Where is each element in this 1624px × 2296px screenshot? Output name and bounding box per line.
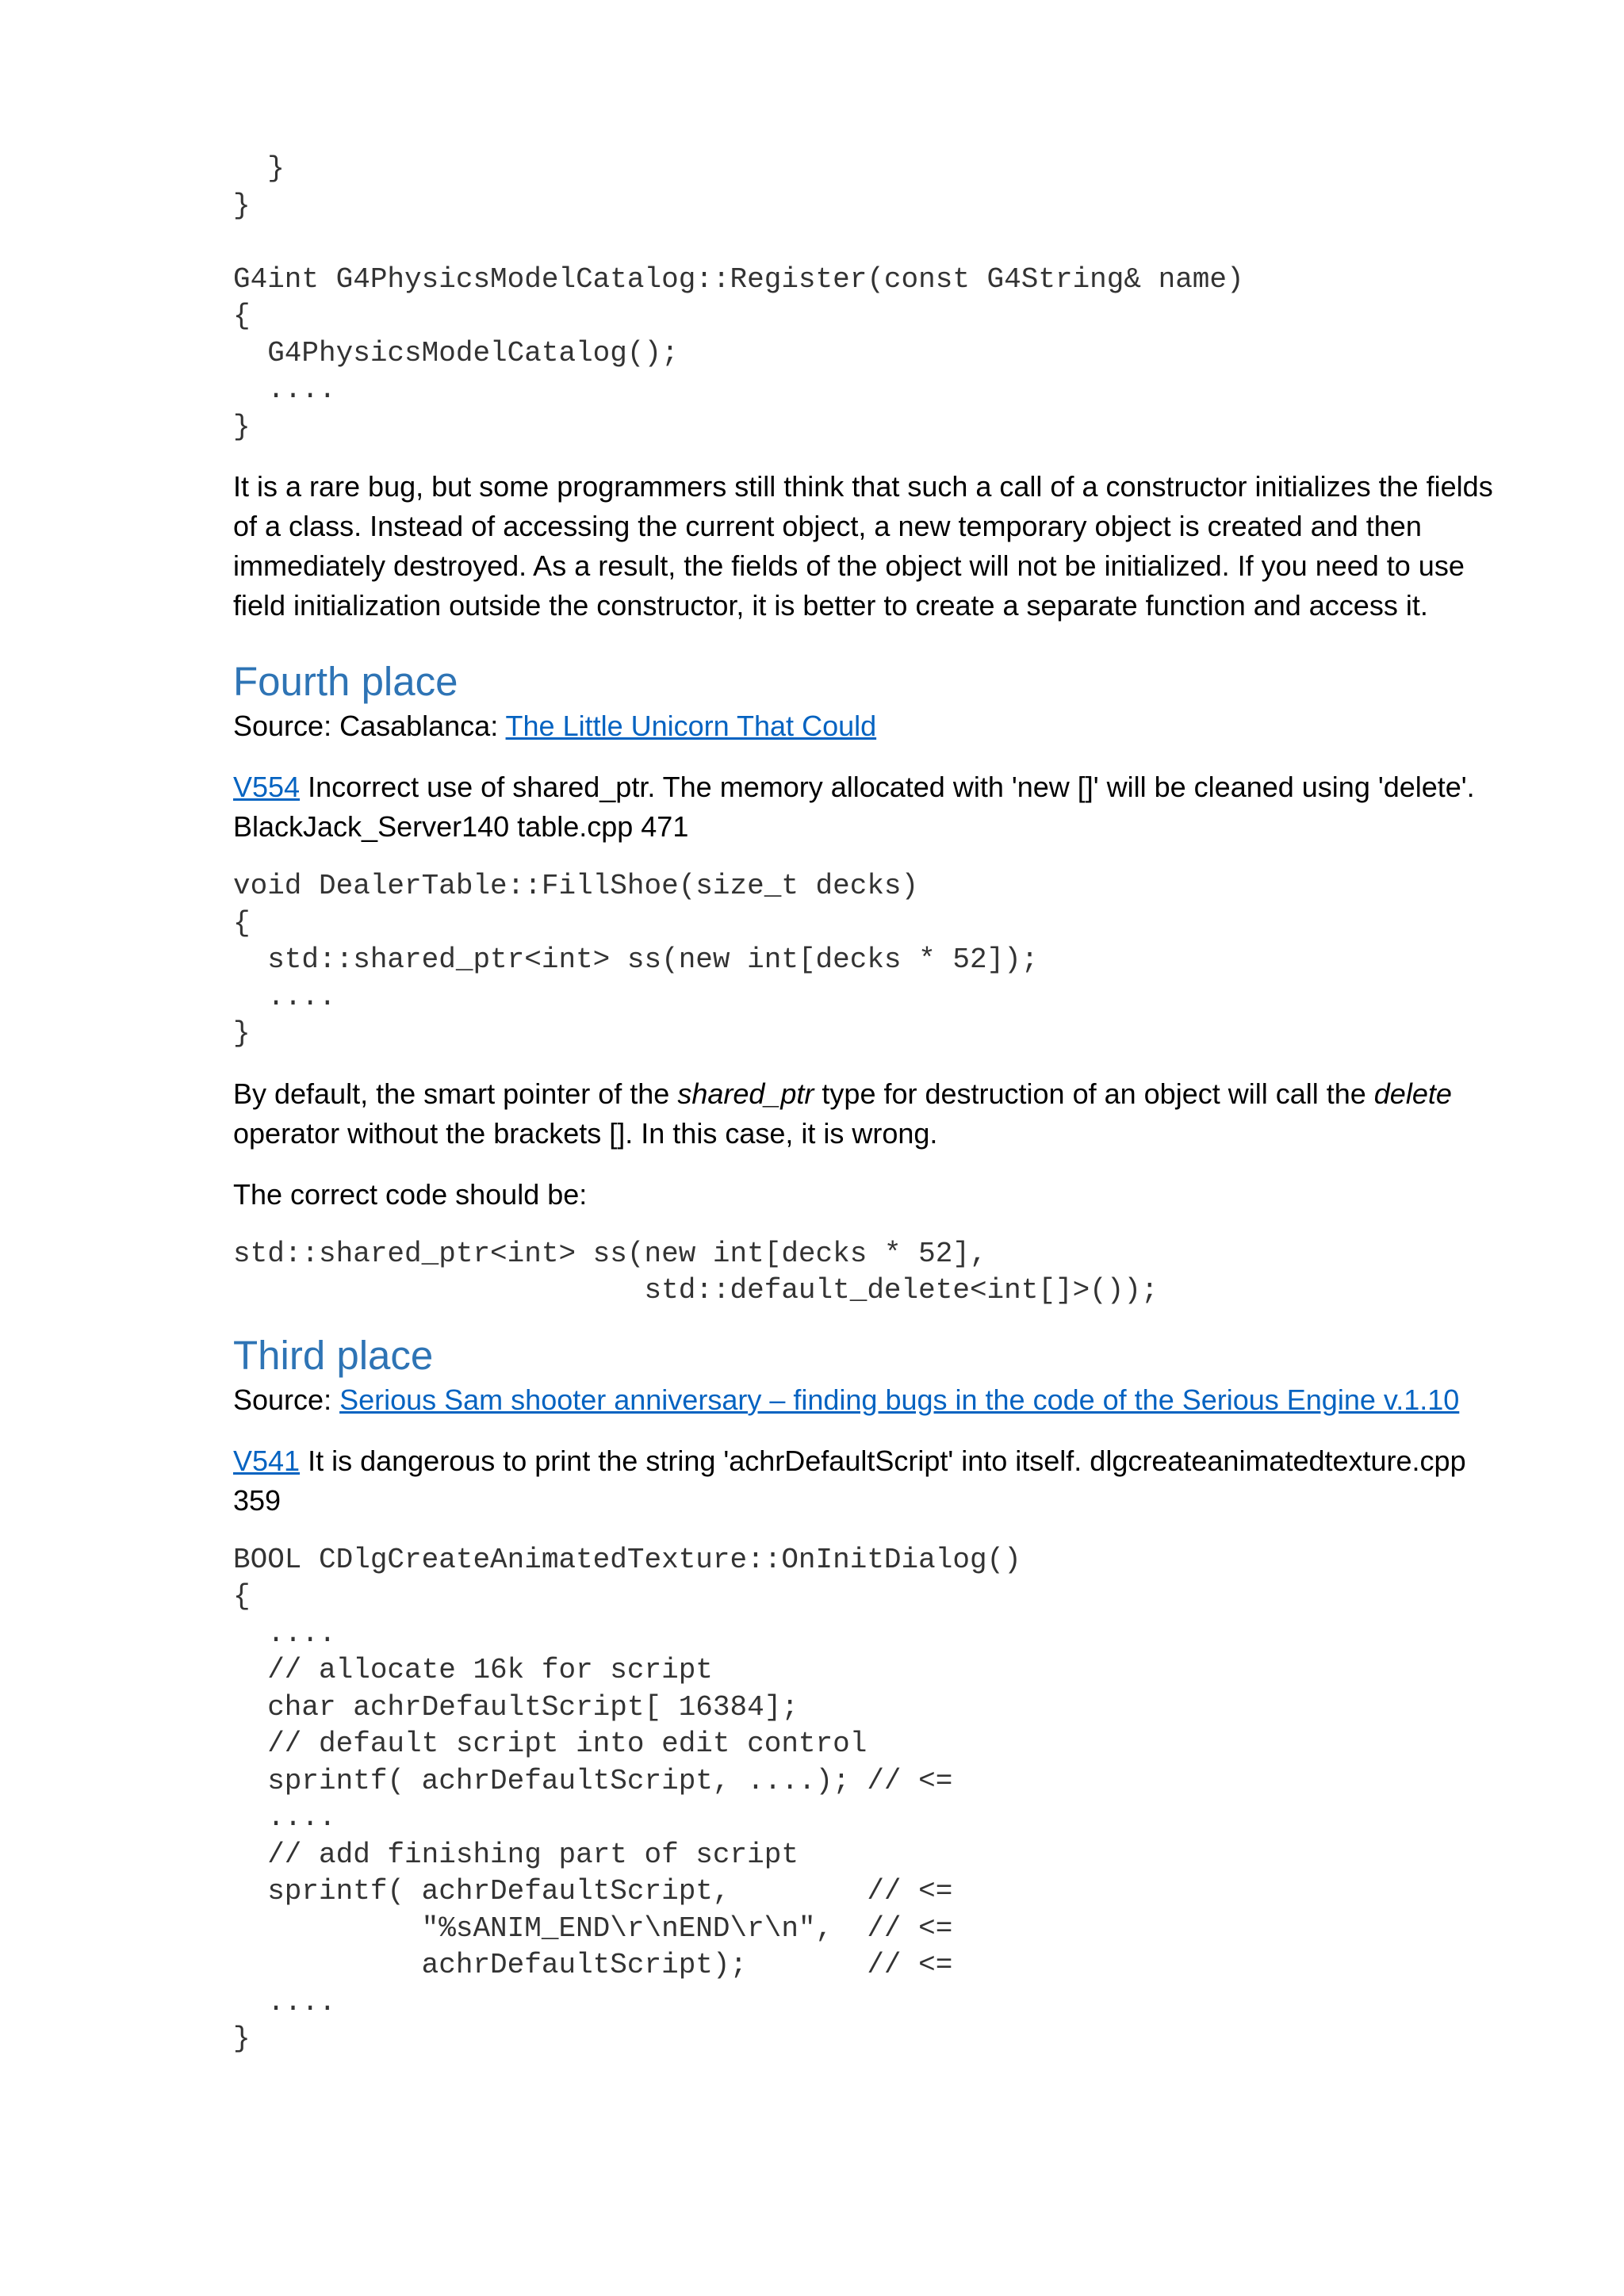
paragraph-correct-code: The correct code should be: [233, 1177, 588, 1211]
source-line-third [233, 1380, 1518, 1420]
code-block-oninitdialog: BOOL CDlgCreateAnimatedTexture::OnInitDialog() { .... // allocate 16k for script char achrDefaultScript[ 16384]; // default script into edit control sprintf( achrDefaultScript, ....); // <= .... // add finishing part of script sprintf( achrDefaultScript, // <= "%sANIM_END\r\nEND\r\n", // <= achrDefaultScript); // <= .... } [233, 1543, 1021, 2055]
source-label: Source: [233, 1383, 340, 1416]
source-link-casablanca[interactable]: The Little Unicorn That Could [505, 710, 877, 742]
source-link-serious-sam[interactable]: Serious Sam shooter anniversary – finding bugs in the code of the Serious Engine v.1.10 [339, 1383, 1460, 1416]
diagnostic-v554 [233, 767, 1518, 847]
code-block-correct: std::shared_ptr<int> ss(new int[decks * 52], std::default_delete<int[]>()); [233, 1237, 1159, 1307]
source-label: Source: Casablanca: [233, 710, 506, 742]
heading-third-place: Third place [233, 1332, 434, 1378]
paragraph-rare-bug: It is a rare bug, but some programmers still think that such a call of a constructor initializes the fields of a class. Instead of accessing the current object, a new temporary object is created and then immediately destroyed. As a result, the fields of the object will not be initialized. If you need to use field initialization outside the constructor, it is better to create a separate function and access it. [233, 470, 1493, 622]
term-delete: delete [1373, 1077, 1452, 1110]
heading-fourth-place: Fourth place [233, 659, 458, 704]
text-segment: operator without the brackets []. In this case, it is wrong. [233, 1116, 938, 1150]
diagnostic-link-v541[interactable]: V541 [233, 1444, 301, 1477]
code-block-fillshoe: void DealerTable::FillShoe(size_t decks) { std::shared_ptr<int> ss(new int[decks * 52]); .... } [233, 870, 1039, 1050]
text-segment: By default, the smart pointer of the [233, 1077, 678, 1110]
diagnostic-text: It is dangerous to print the string 'achrDefaultScript' into itself. dlgcreateanimatedtexture.cpp 359 [233, 1444, 1466, 1517]
code-block-register: } } G4int G4PhysicsModelCatalog::Register(const G4String& name) { G4PhysicsModelCatalog(); .... } [233, 152, 1244, 443]
source-line-fourth [233, 706, 1518, 746]
diagnostic-link-v554[interactable]: V554 [233, 771, 301, 803]
term-shared-ptr: shared_ptr [677, 1077, 814, 1110]
paragraph-default-deleter [233, 1074, 1518, 1154]
document-page [233, 151, 1518, 2058]
diagnostic-text: Incorrect use of shared_ptr. The memory allocated with 'new []' will be cleaned using 'delete'. BlackJack_Server140 table.cpp 471 [233, 771, 1475, 843]
text-segment: type for destruction of an object will call the [814, 1077, 1374, 1110]
diagnostic-v541 [233, 1441, 1518, 1521]
